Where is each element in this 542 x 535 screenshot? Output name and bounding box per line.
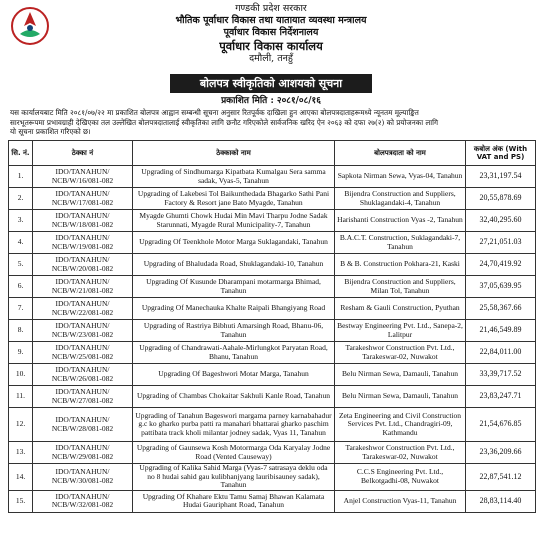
- row-name: Myagde Ghumti Chowk Hudai Min Mavi Tharpu Jodne Sadak Starunnati, Myagde Rural Municipality-7, Tanahun: [133, 210, 335, 232]
- row-sn: 11.: [9, 386, 33, 408]
- row-contract: IDO/TANAHUN/ NCB/W/21/081-082: [33, 276, 133, 298]
- row-sn: 6.: [9, 276, 33, 298]
- row-name: Upgrading of Tanahun Bageswori margama parney karnabahadur g.c ko gharko purba patti ra manahari bhattarai gharko paschim pattibata track kholi milantar jodney sadak, Vyas 11, Tanahun: [133, 408, 335, 442]
- row-contract: IDO/TANAHUN/ NCB/W/25/081-082: [33, 342, 133, 364]
- row-name: Upgrading Of Kusunde Dharampani motarmarga Bhimad, Tanahun: [133, 276, 335, 298]
- table-body: [9, 166, 536, 513]
- row-name: Upgrading Of Manechauka Khalte Raipali Bhangiyang Road: [133, 298, 335, 320]
- row-amount: 32,40,295.60: [466, 210, 536, 232]
- row-name: Upgrading of Sindhumarga Kipatbata Kumalgau Sera samma sadak, Vyas-5, Tanahun: [133, 166, 335, 188]
- contracts-table: [8, 140, 536, 513]
- row-bidder: Zeta Engineering and Civil Construction Services Pvt. Ltd., Chandragiri-09, Kathmandu: [335, 408, 466, 442]
- row-amount: 22,87,541.12: [466, 464, 536, 491]
- row-contract: IDO/TANAHUN/ NCB/W/23/081-082: [33, 320, 133, 342]
- intro-line: यस कार्यालयबाट मिति २०८१/०७/२२ मा प्रकाशित बोलपत्र आह्वान सम्बन्धी सूचना अनुसार रितपूर्वक दाखिला हुन आएका बोलपत्रदाताहरूमध्ये न्यूनतम मूल्याङ्कित: [10, 108, 419, 117]
- row-name: Upgrading of Bhaludada Road, Shuklagandaki-10, Tanahun: [133, 254, 335, 276]
- row-name: Upgrading of Kalika Sahid Marga (Vyas-7 satrasaya deklu oda no 8 hudai sahid gau kulibhanjyang lauribisauney sadak), Tanahun: [133, 464, 335, 491]
- header-location: दमौली, तनहुँ: [249, 53, 293, 64]
- table-row: [9, 232, 536, 254]
- row-amount: 23,31,197.54: [466, 166, 536, 188]
- row-sn: 14.: [9, 464, 33, 491]
- table-row: [9, 490, 536, 512]
- row-amount: 22,84,011.00: [466, 342, 536, 364]
- row-bidder: Belu Nirman Sewa, Damauli, Tanahun: [335, 386, 466, 408]
- row-amount: 20,55,878.69: [466, 188, 536, 210]
- table-row: [9, 442, 536, 464]
- row-contract: IDO/TANAHUN/ NCB/W/26/081-082: [33, 364, 133, 386]
- row-amount: 27,21,051.03: [466, 232, 536, 254]
- row-sn: 2.: [9, 188, 33, 210]
- row-sn: 7.: [9, 298, 33, 320]
- row-amount: 23,83,247.71: [466, 386, 536, 408]
- intro-paragraph: [10, 108, 532, 137]
- intro-line: यो सूचना प्रकाशित गरिएको छ।: [10, 127, 91, 136]
- header-contract: ठेक्का नं: [33, 141, 133, 166]
- header-office: पूर्वाधार विकास कार्यालय: [219, 39, 323, 53]
- row-sn: 12.: [9, 408, 33, 442]
- row-contract: IDO/TANAHUN/ NCB/W/20/081-082: [33, 254, 133, 276]
- row-sn: 13.: [9, 442, 33, 464]
- row-contract: IDO/TANAHUN/ NCB/W/30/081-082: [33, 464, 133, 491]
- table-row: [9, 386, 536, 408]
- row-contract: IDO/TANAHUN/ NCB/W/28/081-082: [33, 408, 133, 442]
- row-bidder: C.C.S Engineering Pvt. Ltd., Belkotgadhi-08, Nuwakot: [335, 464, 466, 491]
- row-bidder: Bijendra Construction and Suppliers, Milan Tol, Tanahun: [335, 276, 466, 298]
- row-contract: IDO/TANAHUN/ NCB/W/32/081-082: [33, 490, 133, 512]
- row-contract: IDO/TANAHUN/ NCB/W/19/081-082: [33, 232, 133, 254]
- row-amount: 28,83,114.40: [466, 490, 536, 512]
- row-bidder: Belu Nirman Sewa, Damauli, Tanahun: [335, 364, 466, 386]
- table-row: [9, 188, 536, 210]
- row-name: Upgrading of Lakebesi Tol Baikunthedada Bhagarko Sathi Pani Factory & Resort jane Bato Myagde, Tanahun: [133, 188, 335, 210]
- row-bidder: Tarakeshwor Construction Pvt. Ltd., Tarakeswar-02, Nuwakot: [335, 442, 466, 464]
- row-contract: IDO/TANAHUN/ NCB/W/27/081-082: [33, 386, 133, 408]
- row-amount: 25,58,367.66: [466, 298, 536, 320]
- table-row: [9, 464, 536, 491]
- row-amount: 37,05,639.95: [466, 276, 536, 298]
- row-amount: 33,39,717.52: [466, 364, 536, 386]
- row-name: Upgrading Of Khahare Ektu Tamu Samaj Bhawan Kalamata Hudai Gauriphant Road, Tanahun: [133, 490, 335, 512]
- row-contract: IDO/TANAHUN/ NCB/W/18/081-082: [33, 210, 133, 232]
- row-contract: IDO/TANAHUN/ NCB/W/16/081-082: [33, 166, 133, 188]
- row-bidder: Harishanti Construction Vyas -2, Tanahun: [335, 210, 466, 232]
- header-province: गण्डकी प्रदेश सरकार: [235, 3, 307, 14]
- office-header: [0, 3, 542, 65]
- table-row: [9, 254, 536, 276]
- row-name: Upgrading of Gaunsewa Kosh Motormarga Oda Karyalay Jodne Road (Vented Causeway): [133, 442, 335, 464]
- table-row: [9, 210, 536, 232]
- row-amount: 24,70,419.92: [466, 254, 536, 276]
- table-row: [9, 408, 536, 442]
- row-bidder: Sapkota Nirman Sewa, Vyas-04, Tanahun: [335, 166, 466, 188]
- row-sn: 1.: [9, 166, 33, 188]
- row-sn: 10.: [9, 364, 33, 386]
- row-bidder: Tarakeshwor Construction Pvt. Ltd., Tarakeswar-02, Nuwakot: [335, 342, 466, 364]
- row-name: Upgrading of Rastriya Bibhuti Amarsingh Road, Bhanu-06, Tanahun: [133, 320, 335, 342]
- row-contract: IDO/TANAHUN/ NCB/W/17/081-082: [33, 188, 133, 210]
- row-bidder: Bestway Engineering Pvt. Ltd., Sanepa-2, Lalitpur: [335, 320, 466, 342]
- header-sn: सि. नं.: [9, 141, 33, 166]
- row-bidder: Resham & Gauli Construction, Pyuthan: [335, 298, 466, 320]
- row-sn: 5.: [9, 254, 33, 276]
- table-row: [9, 364, 536, 386]
- intro-line: सारभूतरूपमा प्रभावग्राही देखिएका तल उल्लेखित बोलपत्रदातालाई स्वीकृतिका लागि छनौट गरिएकोले सार्वजनिक खरिद ऐन २०६३ को दफा २७(२) को प्रयोजनका लागि: [10, 117, 439, 127]
- row-sn: 4.: [9, 232, 33, 254]
- header-amount: कबोल अंक (With VAT and PS): [466, 141, 536, 166]
- row-contract: IDO/TANAHUN/ NCB/W/22/081-082: [33, 298, 133, 320]
- header-name: ठेक्काको नाम: [133, 141, 335, 166]
- row-bidder: Bijendra Construction and Suppliers, Shuklagandaki-4, Tanahun: [335, 188, 466, 210]
- table-row: [9, 276, 536, 298]
- row-amount: 21,46,549.89: [466, 320, 536, 342]
- notice-title: बोलपत्र स्वीकृतिको आशयको सूचना: [170, 74, 372, 93]
- row-name: Upgrading Of Bageshwori Motar Marga, Tanahun: [133, 364, 335, 386]
- table-row: [9, 342, 536, 364]
- table-row: [9, 320, 536, 342]
- publish-date: प्रकाशित मिति : २०८१/०८/१६: [221, 96, 321, 106]
- table-row: [9, 298, 536, 320]
- row-name: Upgrading Of Teenkhole Motor Marga Suklagandaki, Tanahun: [133, 232, 335, 254]
- header-directorate: पूर्वाधार विकास निर्देशनालय: [223, 27, 319, 38]
- header-bidder: बोलपत्रदाता को नाम: [335, 141, 466, 166]
- row-bidder: Anjel Construction Vyas-11, Tanahun: [335, 490, 466, 512]
- row-amount: 21,54,676.85: [466, 408, 536, 442]
- table-row: [9, 166, 536, 188]
- row-name: Upgrading of Chandrawati-Aahale-Mirlungkot Paryatan Road, Bhanu, Tanahun: [133, 342, 335, 364]
- header-ministry: भौतिक पूर्वाधार विकास तथा यातायात व्यवस्था मन्त्रालय: [175, 15, 367, 26]
- row-bidder: B.A.C.T. Construction, Suklagandaki-7, Tanahun: [335, 232, 466, 254]
- row-sn: 9.: [9, 342, 33, 364]
- row-name: Upgrading of Chambas Chokaitar Sakhuli Kanle Road, Tanahun: [133, 386, 335, 408]
- row-amount: 23,36,209.66: [466, 442, 536, 464]
- row-bidder: B & B. Construction Pokhara-21, Kaski: [335, 254, 466, 276]
- row-sn: 3.: [9, 210, 33, 232]
- row-sn: 15.: [9, 490, 33, 512]
- row-contract: IDO/TANAHUN/ NCB/W/29/081-082: [33, 442, 133, 464]
- table-header-row: [9, 141, 536, 166]
- row-sn: 8.: [9, 320, 33, 342]
